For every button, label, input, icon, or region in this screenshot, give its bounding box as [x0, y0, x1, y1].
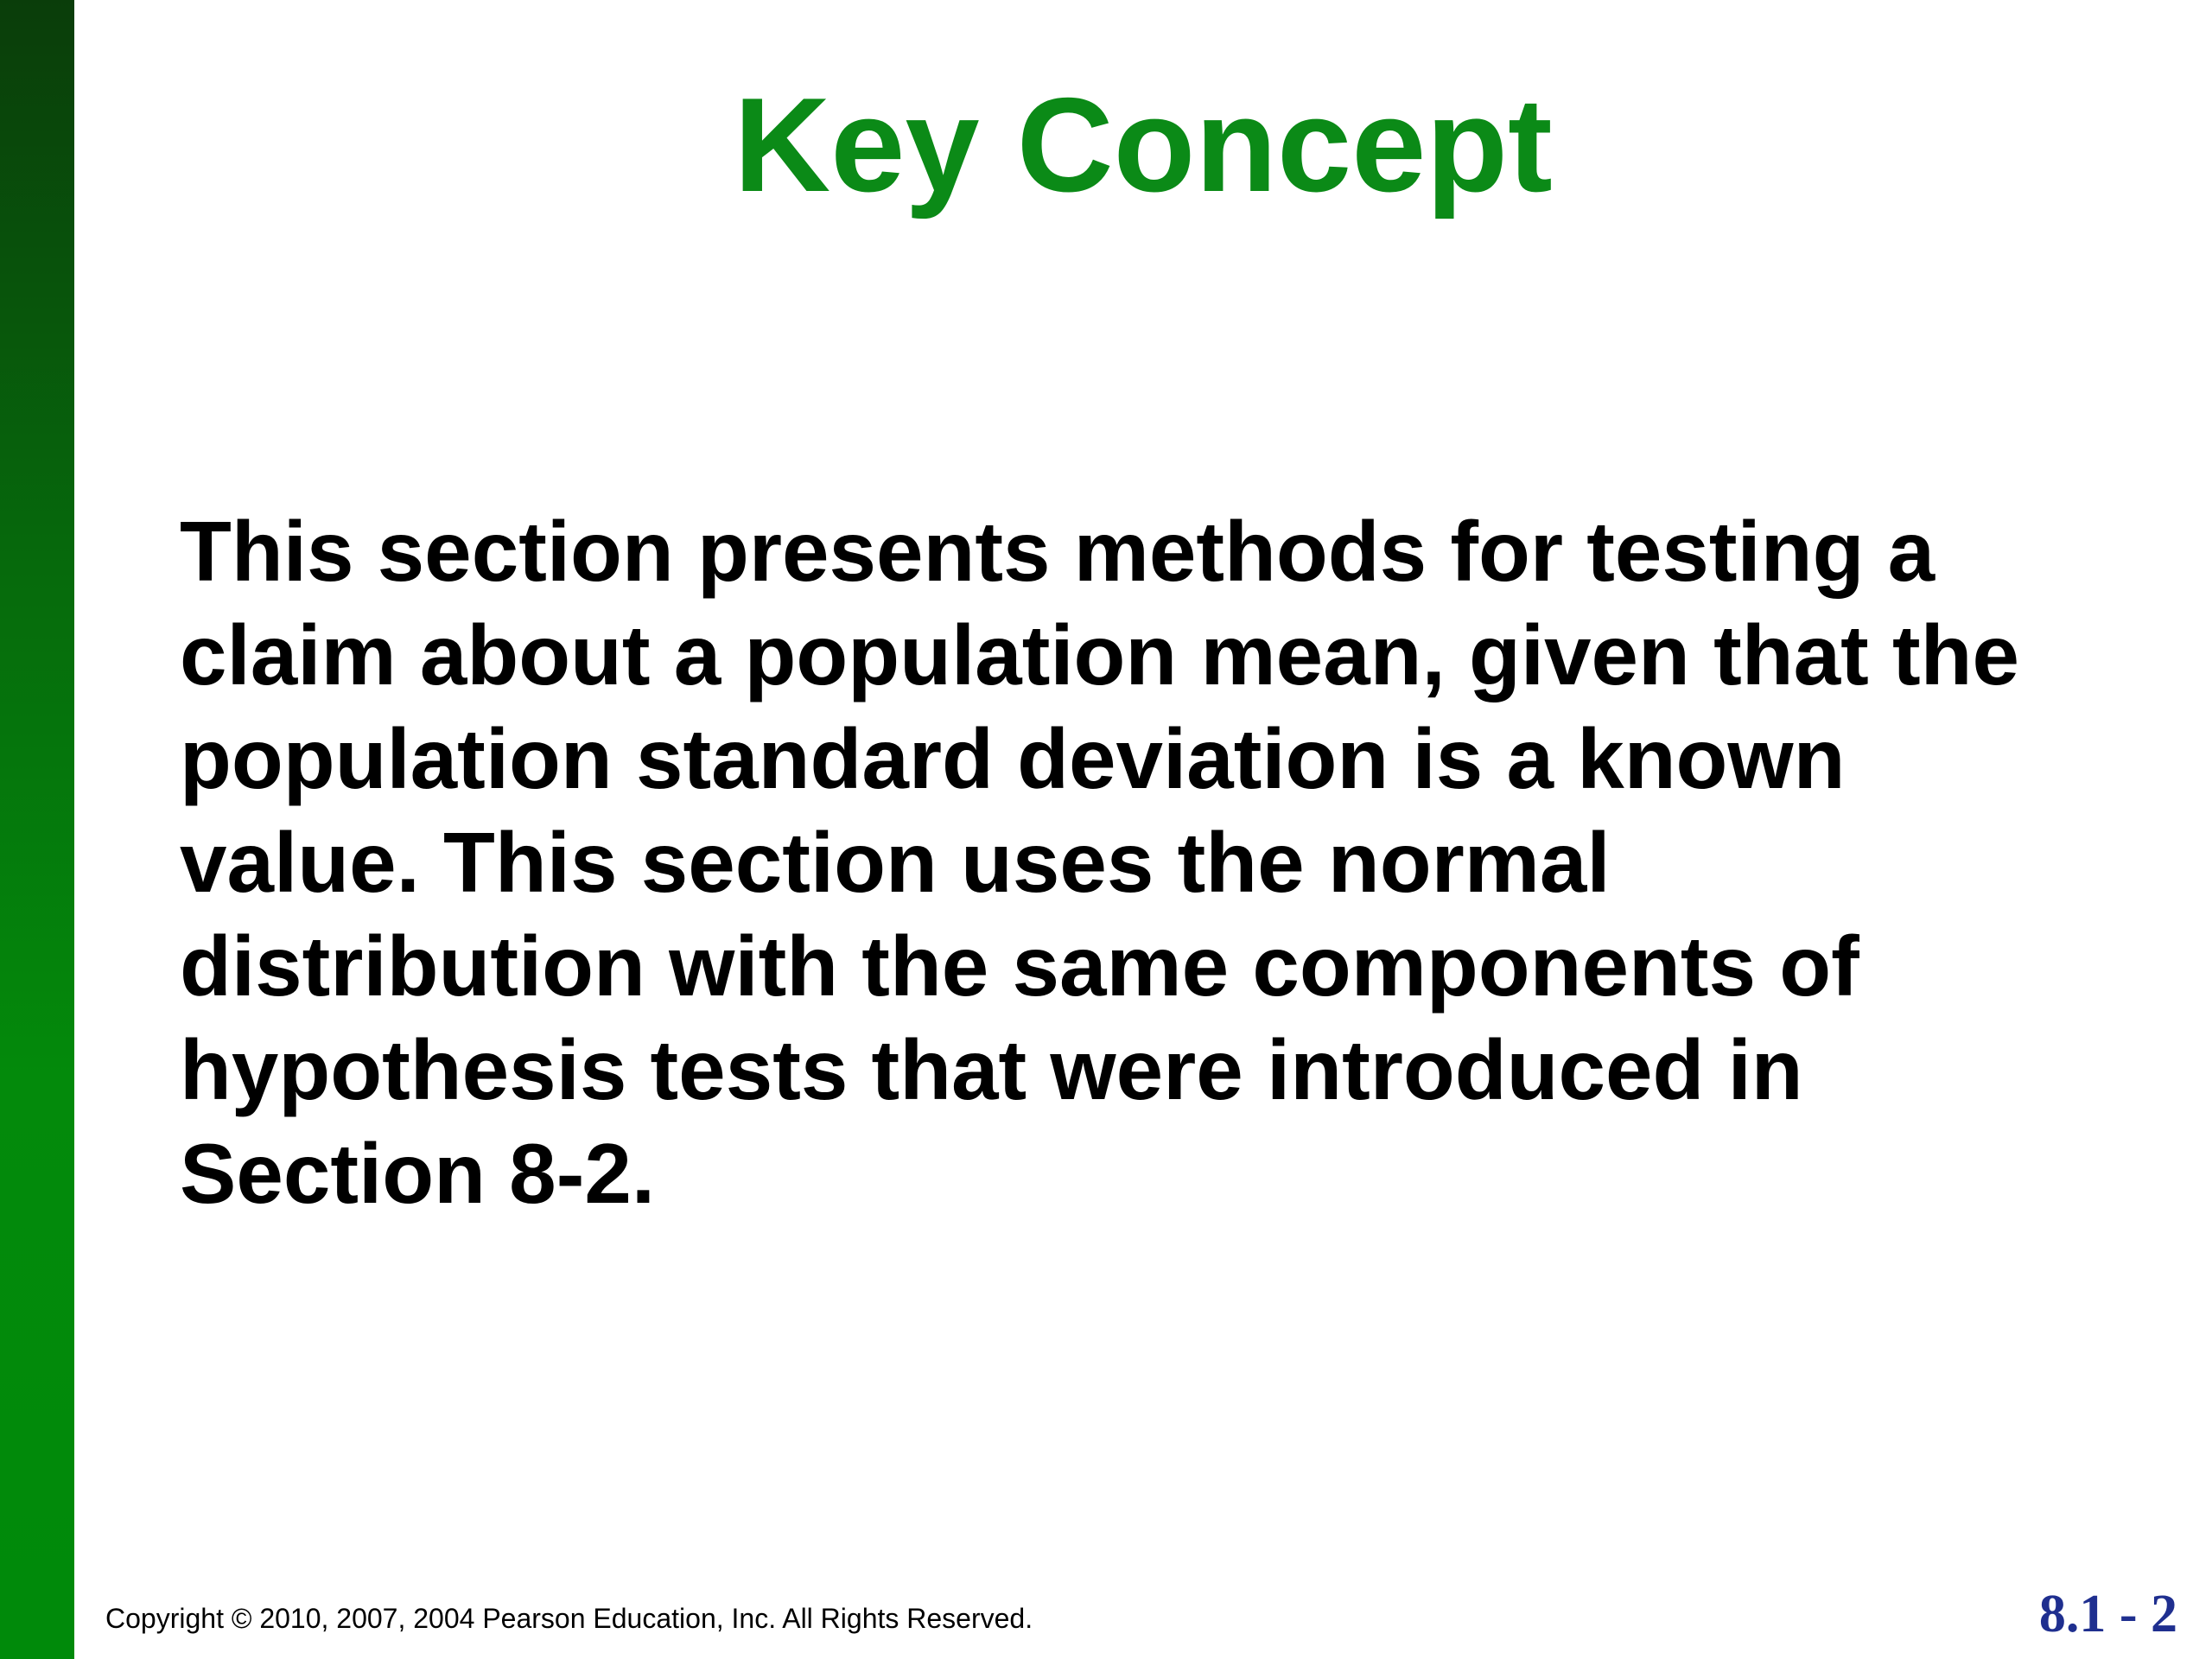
copyright-notice: Copyright © 2010, 2007, 2004 Pearson Education, Inc. All Rights Reserved. [105, 1603, 1033, 1634]
slide-body-text: This section presents methods for testing a claim about a population mean, given that the population standard deviation is a known value. This section uses the normal distribution with the same components of hypothesis tests that were introduced in Section 8-2. [180, 504, 2020, 1221]
green-sidebar [0, 0, 74, 1659]
slide-number: 8.1 - 2 [2038, 1585, 2177, 1643]
slide-title: Key Concept [734, 70, 1553, 219]
